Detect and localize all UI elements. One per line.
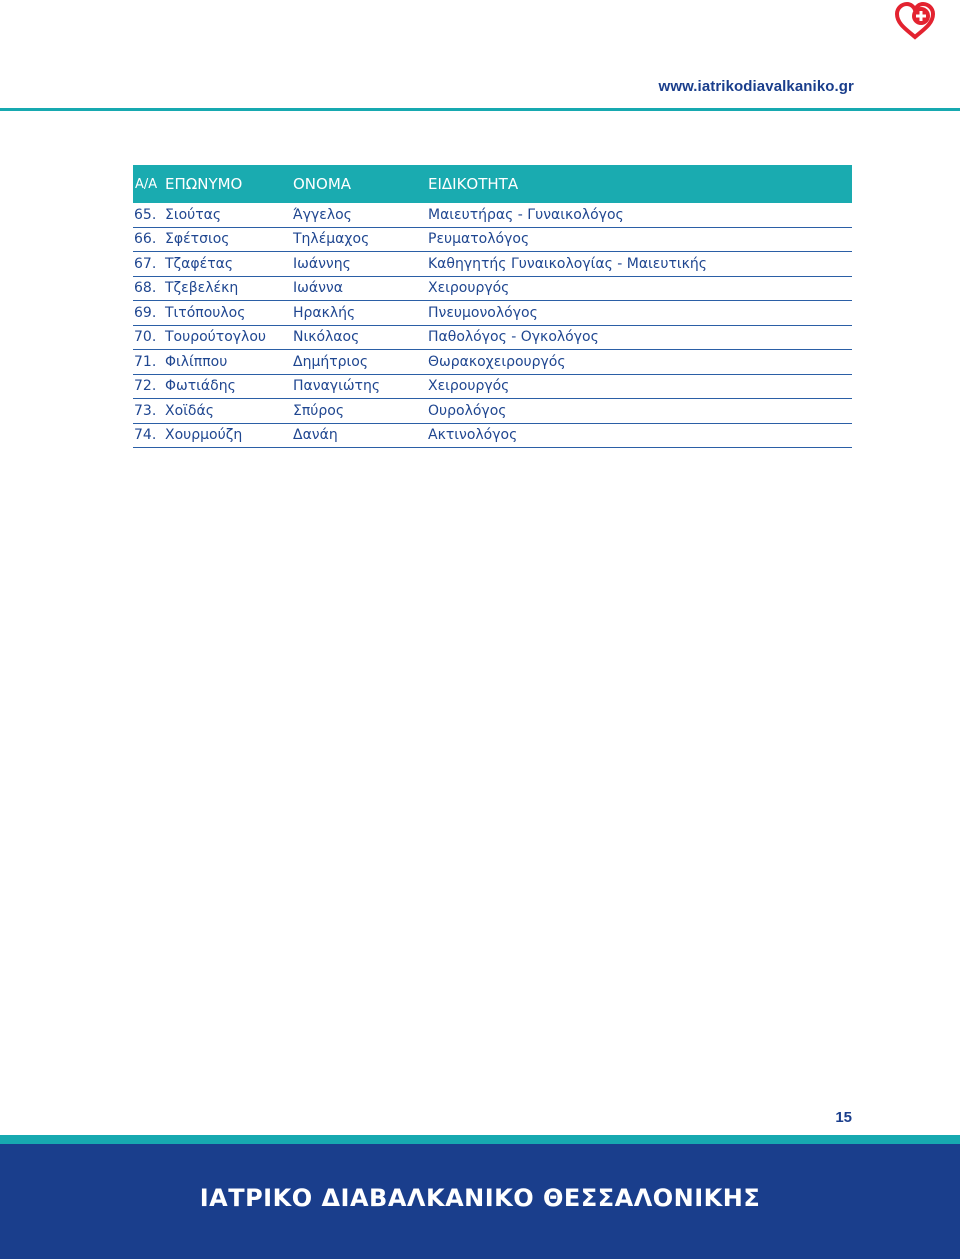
table-row <box>133 399 852 424</box>
row-number: 67. <box>133 252 165 277</box>
header-aa: Α/Α <box>133 165 165 203</box>
specialty-cell: Καθηγητής Γυναικολογίας - Μαιευτικής <box>428 252 852 277</box>
table-row <box>133 227 852 252</box>
surname-cell: Φιλίππου <box>165 350 293 375</box>
footer-accent-bar <box>0 1135 960 1144</box>
row-number: 73. <box>133 399 165 424</box>
surname-cell: Τιτόπουλος <box>165 301 293 326</box>
name-cell: Ιωάννης <box>293 252 428 277</box>
table-row <box>133 276 852 301</box>
surname-cell: Τζεβελέκη <box>165 276 293 301</box>
specialty-cell: Πνευμονολόγος <box>428 301 852 326</box>
table-row <box>133 350 852 375</box>
row-number: 72. <box>133 374 165 399</box>
specialty-cell: Χειρουργός <box>428 276 852 301</box>
specialty-cell: Μαιευτήρας - Γυναικολόγος <box>428 203 852 227</box>
table-row <box>133 301 852 326</box>
header-name: ΟΝΟΜΑ <box>293 165 428 203</box>
table-row <box>133 325 852 350</box>
table-row <box>133 374 852 399</box>
footer-title: ΙΑΤΡΙΚΟ ΔΙΑΒΑΛΚΑΝΙΚΟ ΘΕΣΣΑΛΟΝΙΚΗΣ <box>199 1184 761 1212</box>
row-number: 69. <box>133 301 165 326</box>
specialty-cell: Παθολόγος - Ογκολόγος <box>428 325 852 350</box>
name-cell: Δανάη <box>293 423 428 448</box>
specialty-cell: Ακτινολόγος <box>428 423 852 448</box>
name-cell: Άγγελος <box>293 203 428 227</box>
header-specialty: ΕΙΔΙΚΟΤΗΤΑ <box>428 165 852 203</box>
heart-cross-icon <box>893 2 937 40</box>
surname-cell: Χουρμούζη <box>165 423 293 448</box>
surname-cell: Φωτιάδης <box>165 374 293 399</box>
name-cell: Σπύρος <box>293 399 428 424</box>
page-number: 15 <box>835 1109 852 1126</box>
name-cell: Δημήτριος <box>293 350 428 375</box>
surname-cell: Τζαφέτας <box>165 252 293 277</box>
header-surname: ΕΠΩΝΥΜΟ <box>165 165 293 203</box>
specialty-cell: Θωρακοχειρουργός <box>428 350 852 375</box>
website-link[interactable]: www.iatrikodiavalkaniko.gr <box>658 78 854 95</box>
table-row <box>133 203 852 227</box>
name-cell: Νικόλαος <box>293 325 428 350</box>
row-number: 71. <box>133 350 165 375</box>
table-body <box>133 203 852 448</box>
table-row <box>133 252 852 277</box>
header-divider <box>0 108 960 111</box>
surname-cell: Τουρούτογλου <box>165 325 293 350</box>
surname-cell: Σφέτσιος <box>165 227 293 252</box>
surname-cell: Σιούτας <box>165 203 293 227</box>
specialty-cell: Ρευματολόγος <box>428 227 852 252</box>
name-cell: Ιωάννα <box>293 276 428 301</box>
row-number: 70. <box>133 325 165 350</box>
specialty-cell: Χειρουργός <box>428 374 852 399</box>
name-cell: Ηρακλής <box>293 301 428 326</box>
name-cell: Παναγιώτης <box>293 374 428 399</box>
surname-cell: Χοϊδάς <box>165 399 293 424</box>
row-number: 68. <box>133 276 165 301</box>
row-number: 74. <box>133 423 165 448</box>
table-row <box>133 423 852 448</box>
specialty-cell: Ουρολόγος <box>428 399 852 424</box>
table-header-row <box>133 165 852 203</box>
doctors-table <box>133 165 852 448</box>
row-number: 66. <box>133 227 165 252</box>
row-number: 65. <box>133 203 165 227</box>
name-cell: Τηλέμαχος <box>293 227 428 252</box>
